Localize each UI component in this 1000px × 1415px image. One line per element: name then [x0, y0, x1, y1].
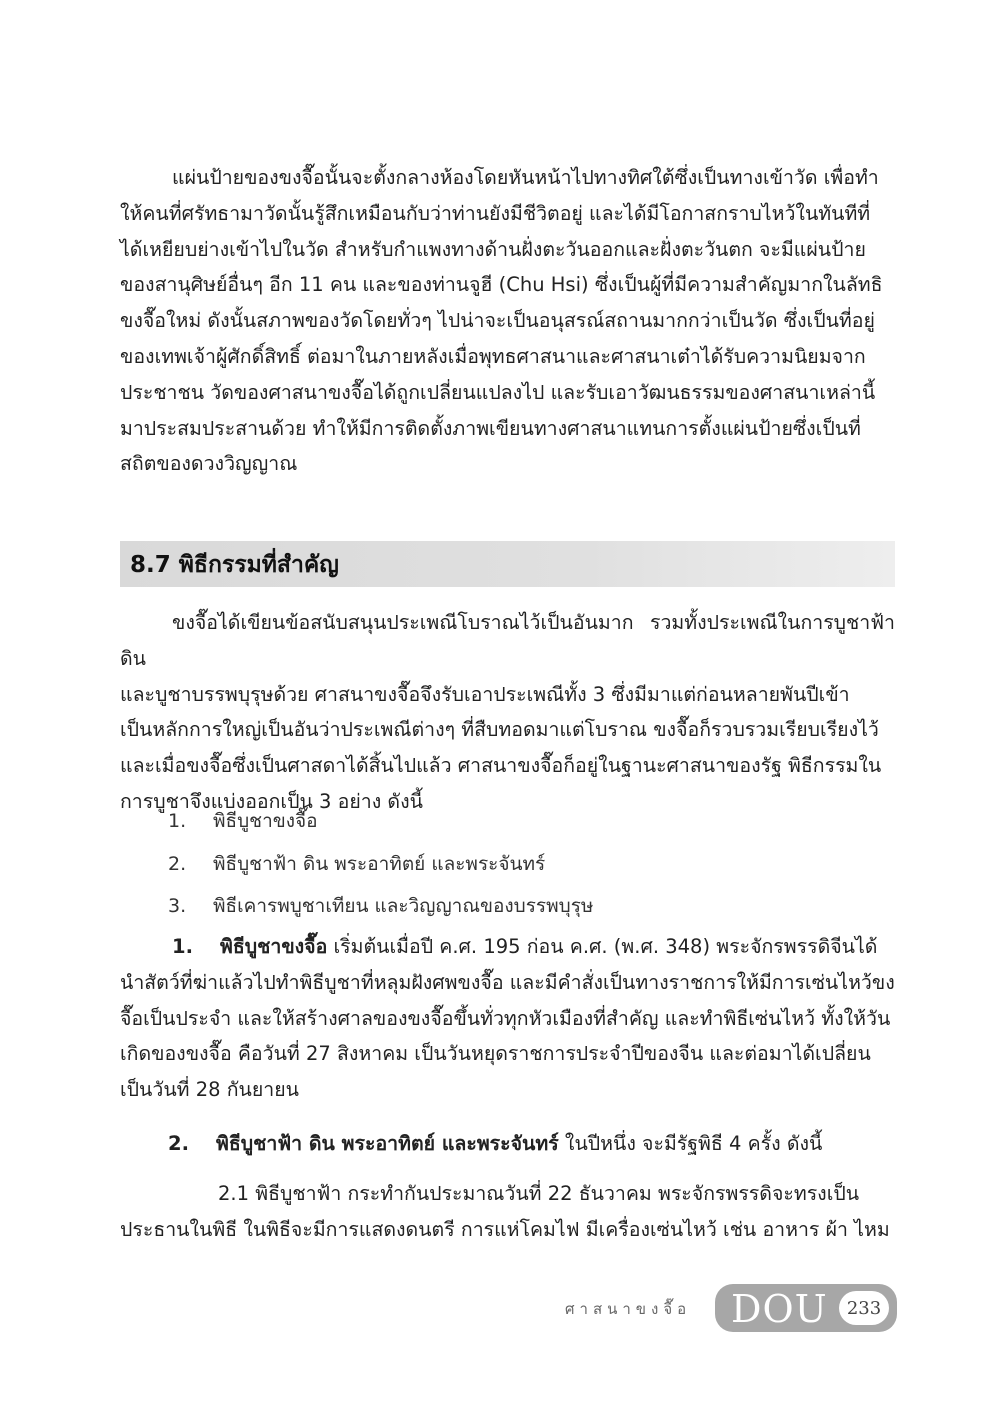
- item2-title: พิธีบูชาฟ้า ดิน พระอาทิตย์ และพระจันทร์: [216, 1132, 559, 1155]
- item1-line: จื๊อเป็นประจำ และให้สร้างศาลของขงจื๊อขึ้นทั่วทุกหัวเมืองที่สำคัญ และทำพิธีเซ่นไหว้ ทั้งให้วัน: [120, 1006, 891, 1030]
- item2-number: 2.: [168, 1132, 189, 1155]
- dou-logo: DOU: [731, 1287, 828, 1331]
- item1-line: เป็นวันที่ 28 กันยายน: [120, 1078, 299, 1102]
- list-text: พิธีเคารพบูชาเทียน และวิญญาณของบรรพบุรุษ: [213, 895, 594, 917]
- list-item: [168, 849, 545, 879]
- item2-heading: 2. พิธีบูชาฟ้า ดิน พระอาทิตย์ และพระจันทร์ ในปีหนึ่ง จะมีรัฐพิธี 4 ครั้ง ดังนี้: [168, 1132, 823, 1155]
- section-heading: 8.7 พิธีกรรมที่สำคัญ: [130, 552, 339, 578]
- intro-line: มาประสมประสานด้วย ทำให้มีการติดตั้งภาพเขียนทางศาสนาแทนการตั้งแผ่นป้ายซึ่งเป็นที่: [120, 416, 861, 440]
- list-item: [168, 806, 318, 836]
- section-line: การบูชาจึงแบ่งออกเป็น 3 อย่าง ดังนี้: [120, 789, 423, 813]
- footer-book-title: ศาสนาขงจื๊อ: [565, 1300, 692, 1318]
- section-line: และเมื่อขงจื๊อซึ่งเป็นศาสดาได้สิ้นไปแล้ว ศาสนาขงจื๊อก็อยู่ในฐานะศาสนาของรัฐ พิธีกรรมใน: [120, 754, 882, 778]
- page-number: 233: [839, 1291, 889, 1325]
- item1-number: 1.: [172, 935, 193, 958]
- list-text: พิธีบูชาฟ้า ดิน พระอาทิตย์ และพระจันทร์: [213, 853, 546, 875]
- list-number: 1.: [168, 810, 187, 832]
- list-number: 3.: [168, 895, 187, 917]
- intro-line: ของเทพเจ้าผู้ศักดิ์สิทธิ์ ต่อมาในภายหลังเมื่อพุทธศาสนาและศาสนาเต๋าได้รับความนิยมจาก: [120, 344, 866, 368]
- list-number: 2.: [168, 853, 187, 875]
- section-paragraph: [120, 605, 895, 820]
- intro-line: ของสานุศิษย์อื่นๆ อีก 11 คน และของท่านจูฮี (Chu Hsi) ซึ่งเป็นผู้ที่มีความสำคัญมากในลัทธิ: [120, 273, 883, 297]
- item2-1-paragraph: [120, 1176, 895, 1248]
- intro-line: ประชาชน วัดของศาสนาขงจื๊อได้ถูกเปลี่ยนแปลงไป และรับเอาวัฒนธรรมของศาสนาเหล่านี้: [120, 380, 876, 404]
- intro-line: สถิตของดวงวิญญาณ: [120, 452, 298, 476]
- intro-line: ขงจื๊อใหม่ ดังนั้นสภาพของวัดโดยทั่วๆ ไปน่าจะเป็นอนุสรณ์สถานมากกว่าเป็นวัด ซึ่งเป็นที่อยู่: [120, 309, 875, 333]
- section-heading-band: [120, 541, 895, 587]
- list-text: พิธีบูชาขงจื๊อ: [213, 810, 318, 832]
- intro-paragraph: [120, 160, 895, 482]
- section-line: และบูชาบรรพบุรุษด้วย ศาสนาขงจื๊อจึงรับเอาประเพณีทั้ง 3 ซึ่งมีมาแต่ก่อนหลายพันปีเข้า: [120, 682, 850, 706]
- section-line: ขงจื๊อได้เขียนข้อสนับสนุนประเพณีโบราณไว้เป็นอันมาก รวมทั้งประเพณีในการบูชาฟ้าดิน: [120, 611, 895, 670]
- item1-line: นำสัตว์ที่ฆ่าแล้วไปทำพิธีบูชาที่หลุมฝังศพขงจื๊อ และมีคำสั่งเป็นทางราชการให้มีการเซ่นไหว้ขง: [120, 970, 895, 994]
- item1-paragraph: [120, 929, 895, 1108]
- item1-line: เกิดของขงจื๊อ คือวันที่ 27 สิงหาคม เป็นวันหยุดราชการประจำปีของจีน และต่อมาได้เปลี่ยน: [120, 1042, 871, 1066]
- list-item: [168, 891, 593, 921]
- intro-line: แผ่นป้ายของขงจื๊อนั้นจะตั้งกลางห้องโดยหันหน้าไปทางทิศใต้ซึ่งเป็นทางเข้าวัด เพื่อทำ: [172, 166, 879, 189]
- item2-1-line: ประธานในพิธี ในพิธีจะมีการแสดงดนตรี การแห่โคมไฟ มีเครื่องเซ่นไหว้ เช่น อาหาร ผ้า ไหม: [120, 1217, 890, 1241]
- item1-first-line: 1. พิธีบูชาขงจื๊อ เริ่มต้นเมื่อปี ค.ศ. 195 ก่อน ค.ศ. (พ.ศ. 348) พระจักรพรรดิจีนได้: [120, 929, 895, 965]
- intro-line: ให้คนที่ศรัทธามาวัดนั้นรู้สึกเหมือนกับว่าท่านยังมีชีวิตอยู่ และได้มีโอกาสกราบไหว้ในทันทีที่: [120, 201, 871, 225]
- section-line: เป็นหลักการใหญ่เป็นอันว่าประเพณีต่างๆ ที่สืบทอดมาแต่โบราณ ขงจื๊อก็รวบรวมเรียบเรียงไว้: [120, 718, 879, 742]
- item2-1-first-line: 2.1 พิธีบูชาฟ้า กระทำกันประมาณวันที่ 22 ธันวาคม พระจักรพรรดิจะทรงเป็น: [218, 1182, 860, 1205]
- dou-badge: [715, 1284, 897, 1332]
- intro-line: ได้เหยียบย่างเข้าไปในวัด สำหรับกำแพงทางด้านฝั่งตะวันออกและฝั่งตะวันตก จะมีแผ่นป้าย: [120, 237, 866, 261]
- item1-title: พิธีบูชาขงจื๊อ: [220, 935, 328, 958]
